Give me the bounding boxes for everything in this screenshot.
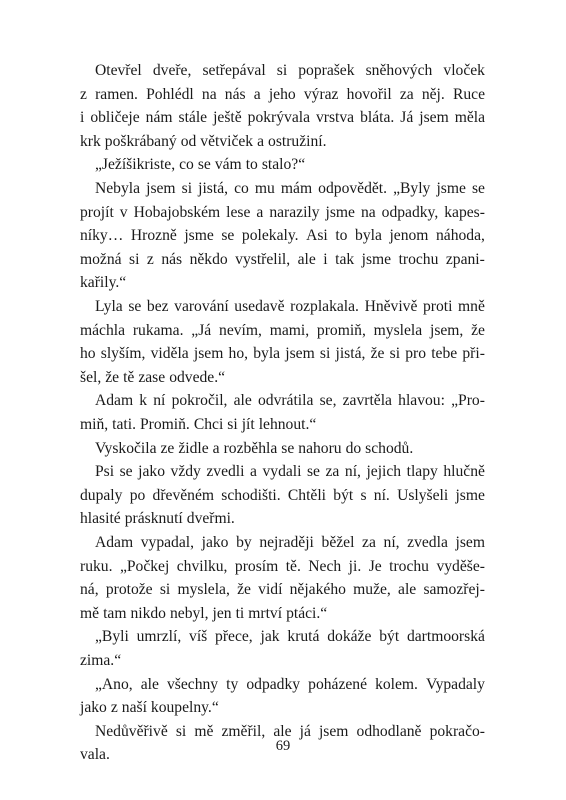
word: jako xyxy=(80,699,107,717)
word: to xyxy=(245,156,258,174)
word: nahoru xyxy=(298,439,342,457)
word: jenom xyxy=(389,227,429,245)
word: hovořil xyxy=(346,85,392,103)
word: mě xyxy=(80,604,100,622)
word: dupaly xyxy=(80,486,123,504)
word: sněhových xyxy=(365,62,433,79)
word: Uslyšeli xyxy=(397,486,449,504)
word: „Počkej xyxy=(119,557,170,575)
word: si xyxy=(181,180,193,197)
word: bez xyxy=(146,298,169,315)
word: že xyxy=(471,321,485,339)
word: „Ano, xyxy=(95,675,133,693)
word: jsem xyxy=(285,345,315,363)
word: se xyxy=(306,463,320,481)
word: vám xyxy=(214,156,242,174)
word: že xyxy=(105,368,120,386)
word: poškrábaný xyxy=(104,132,177,150)
word: lehnout.“ xyxy=(258,416,317,433)
word: se, xyxy=(319,392,337,410)
word: krk xyxy=(80,132,101,150)
word: tlapy xyxy=(406,463,438,481)
word: ruku. xyxy=(80,557,113,575)
word: nás xyxy=(161,250,183,268)
word: ho xyxy=(80,345,96,363)
word: nikdo xyxy=(130,604,166,622)
text-line xyxy=(80,389,485,413)
word: na xyxy=(201,85,217,103)
word: bláta. xyxy=(360,109,395,127)
word: výraz xyxy=(303,85,339,103)
word: mě xyxy=(194,722,214,740)
word: tak xyxy=(335,250,355,268)
word: jsem xyxy=(193,345,224,363)
text-line xyxy=(80,295,485,319)
word: muže, xyxy=(353,581,391,599)
word: nějakého xyxy=(289,581,346,599)
word: pokročil, xyxy=(171,392,228,410)
word: změřil, xyxy=(221,722,266,740)
word: jsem, xyxy=(429,321,464,339)
word: ní xyxy=(153,392,166,410)
word: stále xyxy=(178,109,208,127)
word: ale xyxy=(140,675,159,693)
word: tě. xyxy=(285,557,301,575)
word: umrzlí, xyxy=(136,628,182,646)
word: naší xyxy=(121,699,147,717)
text-line xyxy=(80,696,485,720)
word: odvede.“ xyxy=(169,368,226,386)
word: ho, xyxy=(228,345,249,363)
word: mami, xyxy=(269,321,310,339)
word: ti xyxy=(235,604,245,622)
word: to xyxy=(335,227,348,245)
word: běžel xyxy=(321,534,355,551)
word: „Já xyxy=(191,321,212,339)
word: za xyxy=(362,534,376,551)
word: tě xyxy=(123,368,135,386)
word: dveře, xyxy=(152,62,192,79)
word: že xyxy=(237,581,251,599)
text-line xyxy=(80,578,485,602)
word: kařily.“ xyxy=(80,274,127,292)
word: šel, xyxy=(80,368,102,386)
word: jako xyxy=(138,463,165,481)
word: pokrývala xyxy=(247,109,310,127)
word: židle xyxy=(178,439,209,457)
word: lese xyxy=(226,203,251,221)
word: vydali xyxy=(262,463,302,481)
word: při- xyxy=(462,345,485,363)
word: ještě xyxy=(213,109,242,127)
word: od xyxy=(180,132,197,150)
word: promiň, xyxy=(316,321,366,339)
word: ramen. xyxy=(95,85,138,103)
text-line xyxy=(80,248,485,272)
word: Hobajobském xyxy=(133,203,221,221)
word: a xyxy=(253,85,261,103)
word: větviček xyxy=(200,132,254,150)
word: jejich xyxy=(366,463,402,481)
text-line xyxy=(80,507,485,531)
word: hlavou: xyxy=(398,392,445,410)
word: co xyxy=(179,156,194,174)
text-line xyxy=(80,413,485,437)
word: nejraději xyxy=(259,534,314,551)
word: mám xyxy=(280,180,313,197)
text-line xyxy=(80,531,485,555)
word: rozplakala. xyxy=(290,298,359,315)
word: odhodlaně xyxy=(356,722,422,740)
word: zavrtěla xyxy=(342,392,392,410)
text-line xyxy=(80,271,485,295)
word: schodišti. xyxy=(221,486,281,504)
text-line xyxy=(80,673,485,697)
text-line xyxy=(80,342,485,366)
word: Pohlédl xyxy=(146,85,194,103)
word: myslela xyxy=(373,321,423,339)
word: odpovědět. xyxy=(318,180,388,197)
word: poprašek xyxy=(298,62,355,79)
word: z xyxy=(110,699,118,717)
word: ale xyxy=(273,722,292,740)
word: za xyxy=(325,463,340,481)
word: ní, xyxy=(344,463,361,481)
word: „Pro- xyxy=(451,392,485,410)
word: viděla xyxy=(150,345,189,363)
word: se xyxy=(119,463,133,481)
word: něj. xyxy=(421,85,445,103)
word: tati. xyxy=(112,416,136,433)
word: Ruce xyxy=(452,85,485,103)
word: Hrozně xyxy=(130,227,177,245)
word: přece, xyxy=(215,628,253,646)
word: zpani- xyxy=(445,250,485,268)
word: pro xyxy=(405,345,427,363)
word: jsme xyxy=(436,180,466,197)
word: jsem xyxy=(419,109,449,127)
word: Nedůvěřivě xyxy=(95,722,168,740)
word: byla xyxy=(355,227,382,245)
word: jak xyxy=(260,628,280,646)
word: vrstva xyxy=(315,109,355,127)
word: „Ježíšikriste, xyxy=(95,156,176,174)
word: usedavě xyxy=(234,298,285,315)
word: obličeje xyxy=(90,109,140,127)
word: a xyxy=(257,132,265,150)
word: Chci xyxy=(193,416,224,433)
text-line xyxy=(80,106,485,130)
text-line xyxy=(80,649,485,673)
word: Nebyla xyxy=(95,180,141,197)
word: a xyxy=(212,439,220,457)
word: Lyla xyxy=(95,298,123,315)
word: nám xyxy=(145,109,173,127)
word: níky… xyxy=(80,227,124,245)
word: myslela, xyxy=(177,581,230,599)
word: varování xyxy=(174,298,229,315)
word: ze xyxy=(160,439,175,457)
word: Hněvivě xyxy=(364,298,418,315)
word: Je xyxy=(368,557,382,575)
word: vloček xyxy=(443,62,485,79)
word: mrtví xyxy=(248,604,283,622)
word: být xyxy=(333,486,354,504)
word: z xyxy=(146,250,154,268)
word: jít xyxy=(241,416,255,433)
word: rozběhla xyxy=(223,439,278,457)
word: dartmoorská xyxy=(406,628,485,646)
word: schodů. xyxy=(365,439,414,457)
word: Adam xyxy=(95,534,134,551)
word: hlučně xyxy=(443,463,485,481)
text-line xyxy=(80,153,485,177)
word: si xyxy=(227,416,238,433)
word: ale xyxy=(297,250,316,268)
word: vždy xyxy=(170,463,201,481)
word: hlasité xyxy=(80,510,121,528)
word: odvrátila xyxy=(257,392,314,410)
word: slyším, xyxy=(100,345,146,363)
word: k xyxy=(139,392,148,410)
text-line xyxy=(80,177,485,201)
word: že xyxy=(370,345,385,363)
word: stalo?“ xyxy=(261,156,306,174)
word: Vyskočila xyxy=(95,439,157,457)
text-line xyxy=(80,555,485,579)
word: máchla xyxy=(80,321,126,339)
word: vystřelil, xyxy=(235,250,291,268)
word: „Byly xyxy=(393,180,431,197)
word: byla xyxy=(253,345,281,363)
word: krutá xyxy=(287,628,320,646)
word: zima.“ xyxy=(80,652,122,669)
word: prosím xyxy=(234,557,279,575)
word: jistá, xyxy=(335,345,366,363)
text-line xyxy=(80,59,485,83)
word: se xyxy=(221,227,235,245)
word: jen xyxy=(212,604,232,622)
word: i xyxy=(323,250,328,268)
word: možná xyxy=(80,250,122,268)
word: proti xyxy=(422,298,453,315)
word: rukama. xyxy=(132,321,184,339)
word: miň, xyxy=(80,416,109,433)
word: odpadky, xyxy=(381,203,439,221)
word: dřevěném xyxy=(152,486,215,504)
word: prásknutí xyxy=(124,510,183,528)
word: narazily xyxy=(269,203,320,221)
page-number: 69 xyxy=(275,738,291,754)
word: tam xyxy=(103,604,127,622)
word: do xyxy=(345,439,362,457)
word: se xyxy=(197,156,211,174)
word: zvedli xyxy=(206,463,245,481)
word: si xyxy=(159,581,171,599)
text-line xyxy=(80,366,485,390)
word: protože xyxy=(105,581,153,599)
text-line xyxy=(80,83,485,107)
word: si xyxy=(175,722,187,740)
word: ní. xyxy=(373,486,390,504)
word: setřepával xyxy=(202,62,266,79)
word: trochu xyxy=(398,250,439,268)
word: s xyxy=(360,486,367,504)
word: nás xyxy=(224,85,246,103)
word: ty xyxy=(226,675,239,693)
word: ji. xyxy=(348,557,362,575)
word: vypadal, xyxy=(140,534,194,551)
word: Asi xyxy=(306,227,328,245)
text-line xyxy=(80,201,485,225)
word: a xyxy=(250,463,257,481)
word: v xyxy=(119,203,128,221)
word: odpadky xyxy=(246,675,301,693)
word: Otevřel xyxy=(95,62,142,79)
word: jako xyxy=(201,534,229,551)
word: poházené xyxy=(308,675,368,693)
word: ná, xyxy=(80,581,99,599)
word: ptáci.“ xyxy=(286,604,328,622)
word: jsem xyxy=(146,180,176,197)
word: Psi xyxy=(95,463,115,481)
word: dveřmi. xyxy=(186,510,235,528)
word: a xyxy=(256,203,264,221)
word: samozřej- xyxy=(423,581,485,599)
word: mně xyxy=(458,298,485,315)
word: dokáže xyxy=(327,628,372,646)
word: Vypadaly xyxy=(426,675,485,693)
word: Promiň. xyxy=(140,416,190,433)
word: zvedla xyxy=(407,534,448,551)
word: Já xyxy=(400,109,414,127)
word: Nech xyxy=(308,557,342,575)
word: se xyxy=(281,439,295,457)
word: ale xyxy=(398,581,417,599)
text-line xyxy=(80,224,485,248)
word: pokračo- xyxy=(429,722,485,740)
word: co xyxy=(234,180,249,197)
text-line xyxy=(80,437,485,461)
word: jsme xyxy=(455,486,485,504)
word: si xyxy=(389,345,401,363)
word: já xyxy=(299,722,311,740)
word: polekaly. xyxy=(241,227,299,245)
word: měla xyxy=(454,109,485,127)
word: po xyxy=(129,486,146,504)
word: jsme xyxy=(361,250,392,268)
word: být xyxy=(379,628,400,646)
word: víš xyxy=(189,628,208,646)
word: Adam xyxy=(95,392,134,410)
word: koupelny.“ xyxy=(150,699,219,717)
word: jsme xyxy=(325,203,355,221)
word: za xyxy=(399,85,414,103)
word: jsme xyxy=(184,227,214,245)
word: vidí xyxy=(258,581,283,599)
word: Chtěli xyxy=(287,486,327,504)
word: nebyl, xyxy=(169,604,209,622)
text-line xyxy=(80,625,485,649)
word: i xyxy=(80,109,85,127)
word: trochu xyxy=(389,557,429,575)
word: někdo xyxy=(189,250,228,268)
word: kolem. xyxy=(375,675,418,693)
word: nevím, xyxy=(219,321,262,339)
word: by xyxy=(236,534,252,551)
word: kapes- xyxy=(444,203,485,221)
text-line xyxy=(80,130,485,154)
word: projít xyxy=(80,203,114,221)
word: jistá, xyxy=(198,180,229,197)
word: tebe xyxy=(431,345,458,363)
word: jsem xyxy=(318,722,349,740)
word: jsem xyxy=(455,534,485,551)
word: se xyxy=(471,180,485,197)
word: vala. xyxy=(80,746,110,764)
word: zase xyxy=(138,368,166,386)
word: si xyxy=(319,345,331,363)
word: ostružiní. xyxy=(268,132,327,150)
word: z xyxy=(80,85,87,103)
text-line xyxy=(80,484,485,508)
text-line xyxy=(80,602,485,626)
word: mu xyxy=(254,180,275,197)
word: vyděše- xyxy=(436,557,485,575)
word: náhoda, xyxy=(435,227,485,245)
word: jeho xyxy=(268,85,296,103)
word: se xyxy=(128,298,142,315)
word: „Byli xyxy=(95,628,129,646)
word: ní, xyxy=(383,534,400,551)
text-line xyxy=(80,319,485,343)
word: všechny xyxy=(167,675,219,693)
word: si xyxy=(276,62,288,79)
word: na xyxy=(360,203,376,221)
text-line xyxy=(80,460,485,484)
word: si xyxy=(129,250,140,268)
word: chvilku, xyxy=(176,557,228,575)
word: ale xyxy=(233,392,252,410)
